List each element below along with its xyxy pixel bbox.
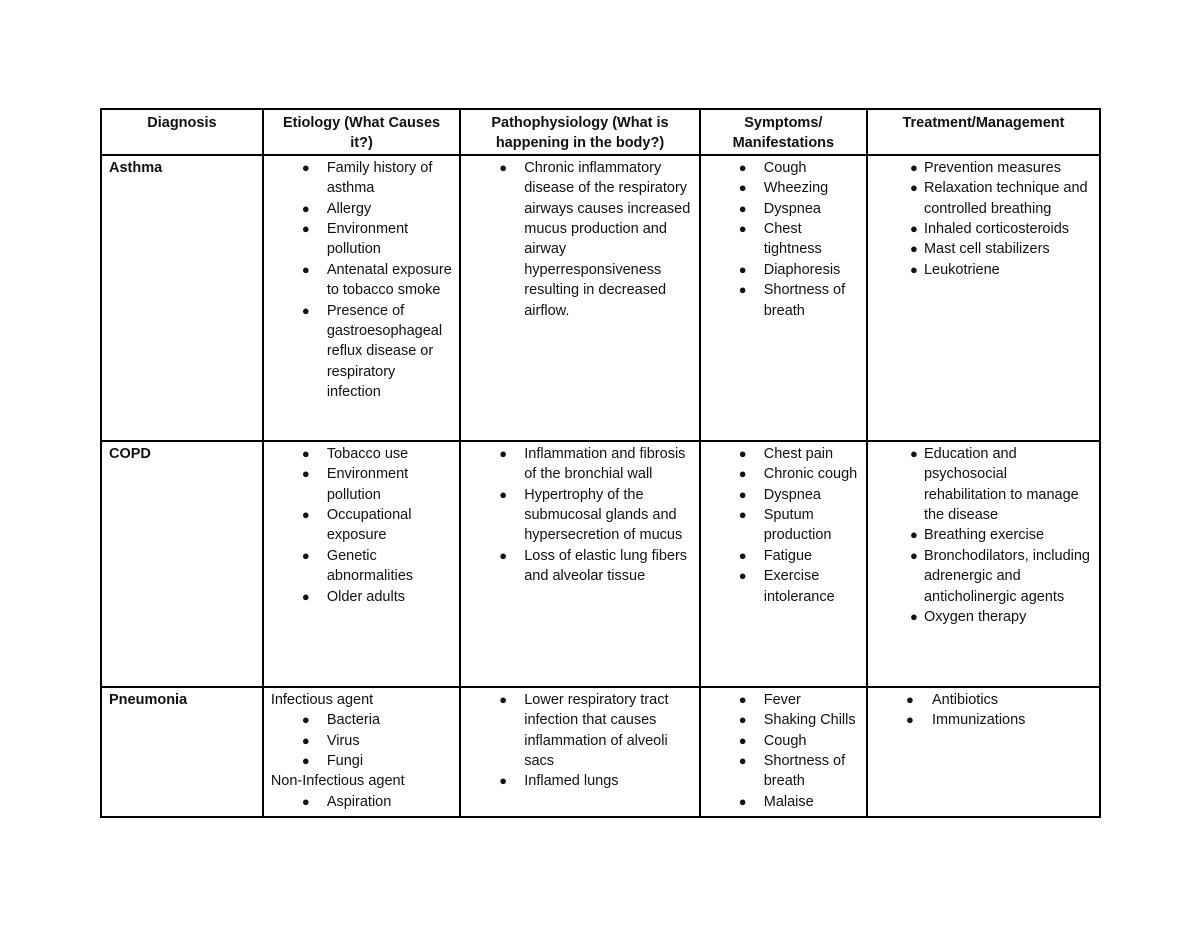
list-item-text: Chronic inflammatory disease of the respiratory airways causes increased mucus production and airway hyperresponsiveness resulting in decreased airflow. [524,159,691,319]
list-item [708,731,859,751]
list-item [708,178,859,198]
list-item-text: Leukotriene [923,261,1000,278]
header-diagnosis-label: Diagnosis [147,115,217,131]
list-item [708,219,859,260]
list-item-text: Dyspnea [763,200,821,217]
list-item-text: Bronchodilators, including adrenergic and anticholinergic agents [923,547,1090,605]
list-item [271,158,452,199]
list-item [468,444,692,485]
bullet-dot-icon: ● [301,732,310,748]
list-item [875,525,1092,545]
list-item-text: Sputum production [763,507,832,544]
pathophysiology-list [468,690,692,792]
bullet-dot-icon: ● [905,691,914,707]
header-symptoms-line1: Symptoms/ [744,115,823,131]
list-item-text: Fungi [326,753,364,770]
list-item-text: Education and psychosocial rehabilitation to manage the disease [923,445,1079,524]
list-item [708,485,859,505]
list-item [468,771,692,791]
list-item [468,690,692,772]
cell-treatment-copd [867,441,1100,687]
list-item-text: Cough [763,159,807,176]
list-item-text: Shortness of breath [763,282,846,319]
diagnosis-name: COPD [109,445,151,462]
bullet-dot-icon: ● [909,609,918,625]
bullet-dot-icon: ● [738,793,747,809]
bullet-dot-icon: ● [738,180,747,196]
list-item-text: Loss of elastic lung fibers and alveolar tissue [524,547,688,585]
bullet-dot-icon: ● [909,159,918,175]
cell-etiology-pneumonia [263,687,460,817]
list-item [271,301,452,403]
list-item-text: Chronic cough [763,466,858,483]
list-item-text: Virus [326,732,360,749]
bullet-dot-icon: ● [738,466,747,482]
list-item [708,280,859,321]
bullet-dot-icon: ● [499,691,508,707]
treatment-list [875,690,1092,731]
bullet-dot-icon: ● [738,732,747,748]
list-item-text: Breathing exercise [923,527,1045,544]
list-item [708,751,859,792]
diagnosis-name: Pneumonia [109,691,188,708]
list-item-text: Immunizations [931,712,1026,729]
bullet-dot-icon: ● [738,753,747,769]
bullet-dot-icon: ● [738,507,747,523]
list-item [708,444,859,464]
list-item-text: Inflammation and fibrosis of the bronchial wall [524,445,686,483]
list-item [271,199,452,219]
bullet-dot-icon: ● [499,547,508,563]
bullet-dot-icon: ● [738,261,747,277]
bullet-dot-icon: ● [499,486,508,502]
bullet-dot-icon: ● [301,588,310,604]
list-item [708,546,859,566]
list-item [708,199,859,219]
cell-symptoms-pneumonia [700,687,867,817]
etiology-list [271,444,452,607]
header-pathophysiology [460,109,700,155]
bullet-dot-icon: ● [738,282,747,298]
list-item [271,710,452,730]
list-item-text: Antibiotics [931,691,999,708]
list-item-text: Environment pollution [326,466,409,503]
list-item-text: Inflamed lungs [524,773,619,790]
noninfectious-agent-list [271,792,452,812]
list-item-text: Diaphoresis [763,261,841,278]
list-item [271,546,452,587]
noninfectious-agent-heading: Non-Infectious agent [270,773,405,790]
list-item-text: Presence of gastroesophageal reflux disease or respiratory infection [326,302,443,401]
bullet-dot-icon: ● [499,445,508,461]
header-symptoms-line2: Manifestations [732,135,835,152]
list-item [875,690,1092,710]
list-item-text: Lower respiratory tract infection that causes inflammation of alveoli sacs [524,691,669,770]
header-symptoms [700,109,867,155]
list-item [875,239,1092,259]
list-item-text: Fatigue [763,547,813,564]
respiratory-disorders-table [100,108,1101,818]
header-pathophysiology-line1: Pathophysiology (What is [491,115,669,131]
bullet-dot-icon: ● [738,445,747,461]
list-item-text: Mast cell stabilizers [923,241,1050,258]
list-item-text: Malaise [763,793,814,810]
cell-symptoms-copd [700,441,867,687]
list-item-text: Allergy [326,200,372,217]
bullet-dot-icon: ● [301,547,310,563]
infectious-agent-heading: Infectious agent [270,691,374,708]
bullet-dot-icon: ● [738,691,747,707]
bullet-dot-icon: ● [909,527,918,543]
list-item [468,485,692,546]
list-item [708,260,859,280]
list-item [708,690,859,710]
header-treatment-label: Treatment/Management [902,115,1065,131]
bullet-dot-icon: ● [738,547,747,563]
bullet-dot-icon: ● [301,466,310,482]
list-item-text: Shortness of breath [763,753,846,790]
list-item [468,158,692,321]
list-item-text: Fever [763,691,801,708]
list-item [271,260,452,301]
header-etiology-label: Etiology (What Causes it?) [282,115,441,152]
cell-etiology-asthma [263,155,460,441]
bullet-dot-icon: ● [909,180,918,196]
bullet-dot-icon: ● [301,793,310,809]
bullet-dot-icon: ● [909,445,918,461]
cell-pathophysiology-asthma [460,155,700,441]
list-item [875,607,1092,627]
bullet-dot-icon: ● [738,221,747,237]
list-item [875,444,1092,526]
list-item [875,710,1092,730]
bullet-dot-icon: ● [301,302,310,318]
list-item [875,158,1092,178]
bullet-dot-icon: ● [301,261,310,277]
list-item-text: Inhaled corticosteroids [923,221,1070,238]
bullet-dot-icon: ● [301,507,310,523]
list-item-text: Chest tightness [763,221,822,258]
bullet-dot-icon: ● [301,445,310,461]
table-row-pneumonia [101,687,1100,817]
list-item-text: Chest pain [763,445,834,462]
bullet-dot-icon: ● [499,159,508,175]
list-item-text: Environment pollution [326,221,409,258]
bullet-dot-icon: ● [909,261,918,277]
list-item [708,158,859,178]
list-item-text: Tobacco use [326,445,409,462]
list-item-text: Relaxation technique and controlled breathing [923,180,1088,217]
list-item [708,566,859,607]
cell-treatment-asthma [867,155,1100,441]
etiology-list [271,158,452,403]
cell-pathophysiology-copd [460,441,700,687]
bullet-dot-icon: ● [738,712,747,728]
list-item-text: Hypertrophy of the submucosal glands and hypersecretion of mucus [524,486,683,544]
cell-pathophysiology-pneumonia [460,687,700,817]
list-item [271,505,452,546]
bullet-dot-icon: ● [905,712,914,728]
list-item [468,546,692,587]
list-item [875,219,1092,239]
cell-diagnosis-pneumonia [101,687,263,817]
infectious-agent-list [271,710,452,771]
list-item [271,219,452,260]
header-diagnosis [101,109,263,155]
list-item-text: Oxygen therapy [923,609,1027,626]
symptoms-list [708,444,859,607]
list-item [271,731,452,751]
list-item-text: Wheezing [763,180,829,197]
list-item-text: Occupational exposure [326,507,412,544]
bullet-dot-icon: ● [909,547,918,563]
symptoms-list [708,690,859,812]
table-row-copd [101,441,1100,687]
list-item [271,792,452,812]
table-row-asthma [101,155,1100,441]
pathophysiology-list [468,158,692,321]
treatment-list [875,158,1092,280]
bullet-dot-icon: ● [301,753,310,769]
bullet-dot-icon: ● [301,221,310,237]
bullet-dot-icon: ● [738,200,747,216]
cell-diagnosis-copd [101,441,263,687]
symptoms-list [708,158,859,321]
header-etiology [263,109,460,155]
list-item-text: Prevention measures [923,159,1061,176]
bullet-dot-icon: ● [301,200,310,216]
cell-diagnosis-asthma [101,155,263,441]
list-item [708,464,859,484]
treatment-list [875,444,1092,628]
cell-treatment-pneumonia [867,687,1100,817]
list-item [708,792,859,812]
list-item-text: Aspiration [326,793,392,810]
bullet-dot-icon: ● [738,568,747,584]
list-item [271,444,452,464]
list-item [708,505,859,546]
list-item [271,587,452,607]
list-item-text: Genetic abnormalities [326,547,414,585]
bullet-dot-icon: ● [301,712,310,728]
list-item-text: Older adults [326,588,405,605]
list-item [875,260,1092,280]
list-item [271,464,452,505]
bullet-dot-icon: ● [909,221,918,237]
bullet-dot-icon: ● [909,241,918,257]
list-item-text: Exercise intolerance [763,568,835,605]
header-treatment [867,109,1100,155]
list-item [271,751,452,771]
bullet-dot-icon: ● [738,486,747,502]
list-item-text: Cough [763,732,807,749]
table-header-row [101,109,1100,155]
list-item-text: Family history of asthma [326,159,433,197]
diagnosis-name: Asthma [109,159,163,176]
list-item-text: Antenatal exposure to tobacco smoke [326,261,452,299]
list-item [708,710,859,730]
list-item-text: Bacteria [326,712,381,729]
header-pathophysiology-line2: happening in the body?) [495,135,665,152]
cell-symptoms-asthma [700,155,867,441]
list-item [875,546,1092,607]
bullet-dot-icon: ● [301,159,310,175]
pathophysiology-list [468,444,692,587]
list-item-text: Dyspnea [763,486,821,503]
bullet-dot-icon: ● [499,773,508,789]
list-item [875,178,1092,219]
bullet-dot-icon: ● [738,159,747,175]
list-item-text: Shaking Chills [763,712,856,729]
cell-etiology-copd [263,441,460,687]
